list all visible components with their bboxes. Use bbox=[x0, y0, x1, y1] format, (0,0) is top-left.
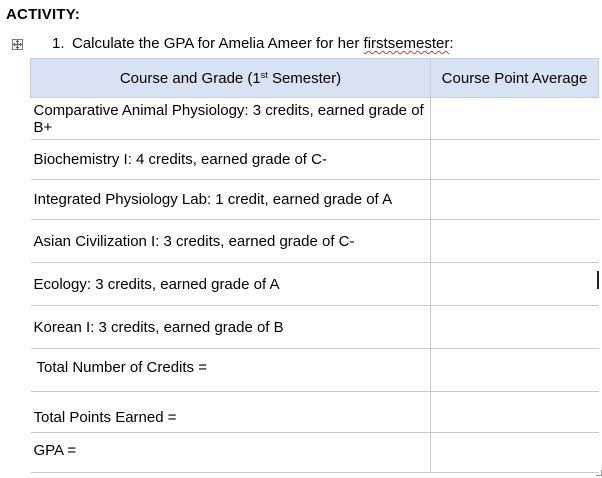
row-value-cell[interactable] bbox=[431, 98, 599, 140]
table-move-handle-icon[interactable] bbox=[12, 39, 23, 50]
row-value-cell[interactable] bbox=[431, 263, 599, 306]
table-header-row bbox=[31, 59, 599, 98]
row-label[interactable]: Comparative Animal Physiology: 3 credits, earned grade of B+ bbox=[31, 98, 431, 140]
row-label[interactable]: Biochemistry I: 4 credits, earned grade of C- bbox=[31, 140, 431, 180]
row-label[interactable]: GPA = bbox=[31, 433, 431, 473]
header-col1-suffix: Semester) bbox=[267, 69, 342, 87]
table-row bbox=[31, 306, 599, 349]
table-row bbox=[31, 392, 599, 433]
question-text: Calculate the GPA for Amelia Ameer for her bbox=[72, 35, 364, 52]
table-resize-handle[interactable] bbox=[596, 470, 602, 476]
row-value-cell[interactable] bbox=[431, 349, 599, 392]
header-col1-sup: st bbox=[260, 69, 268, 80]
question-number: 1. bbox=[52, 35, 65, 52]
question-1 bbox=[52, 35, 454, 52]
row-value-cell[interactable] bbox=[431, 392, 599, 433]
header-col1-text: Course and Grade (1 bbox=[119, 69, 261, 87]
row-label[interactable]: Total Points Earned = bbox=[31, 392, 431, 433]
question-colon: : bbox=[449, 35, 454, 52]
row-label[interactable]: Korean I: 3 credits, earned grade of B bbox=[31, 306, 431, 349]
table-row bbox=[31, 349, 599, 392]
table-row bbox=[31, 220, 599, 263]
table-row bbox=[31, 180, 599, 220]
table-row bbox=[31, 98, 599, 140]
header-course-and-grade[interactable] bbox=[31, 59, 431, 98]
spelling-flagged-word[interactable]: firstsemester bbox=[363, 35, 450, 52]
table-row bbox=[31, 263, 599, 306]
row-label[interactable]: Integrated Physiology Lab: 1 credit, earned grade of A bbox=[31, 180, 431, 220]
row-label[interactable]: Total Number of Credits = bbox=[31, 349, 431, 392]
table-row bbox=[31, 140, 599, 180]
activity-heading: ACTIVITY: bbox=[6, 6, 81, 23]
row-value-cell[interactable] bbox=[431, 433, 599, 473]
row-label[interactable]: Asian Civilization I: 3 credits, earned grade of C- bbox=[31, 220, 431, 263]
row-label[interactable]: Ecology: 3 credits, earned grade of A bbox=[31, 263, 431, 306]
text-cursor bbox=[597, 271, 599, 289]
row-value-cell[interactable] bbox=[431, 140, 599, 180]
gpa-table bbox=[30, 58, 599, 473]
header-course-point-average[interactable]: Course Point Average bbox=[431, 59, 599, 98]
table-row bbox=[31, 433, 599, 473]
row-value-cell[interactable] bbox=[431, 180, 599, 220]
row-value-cell[interactable] bbox=[431, 306, 599, 349]
row-value-cell[interactable] bbox=[431, 220, 599, 263]
